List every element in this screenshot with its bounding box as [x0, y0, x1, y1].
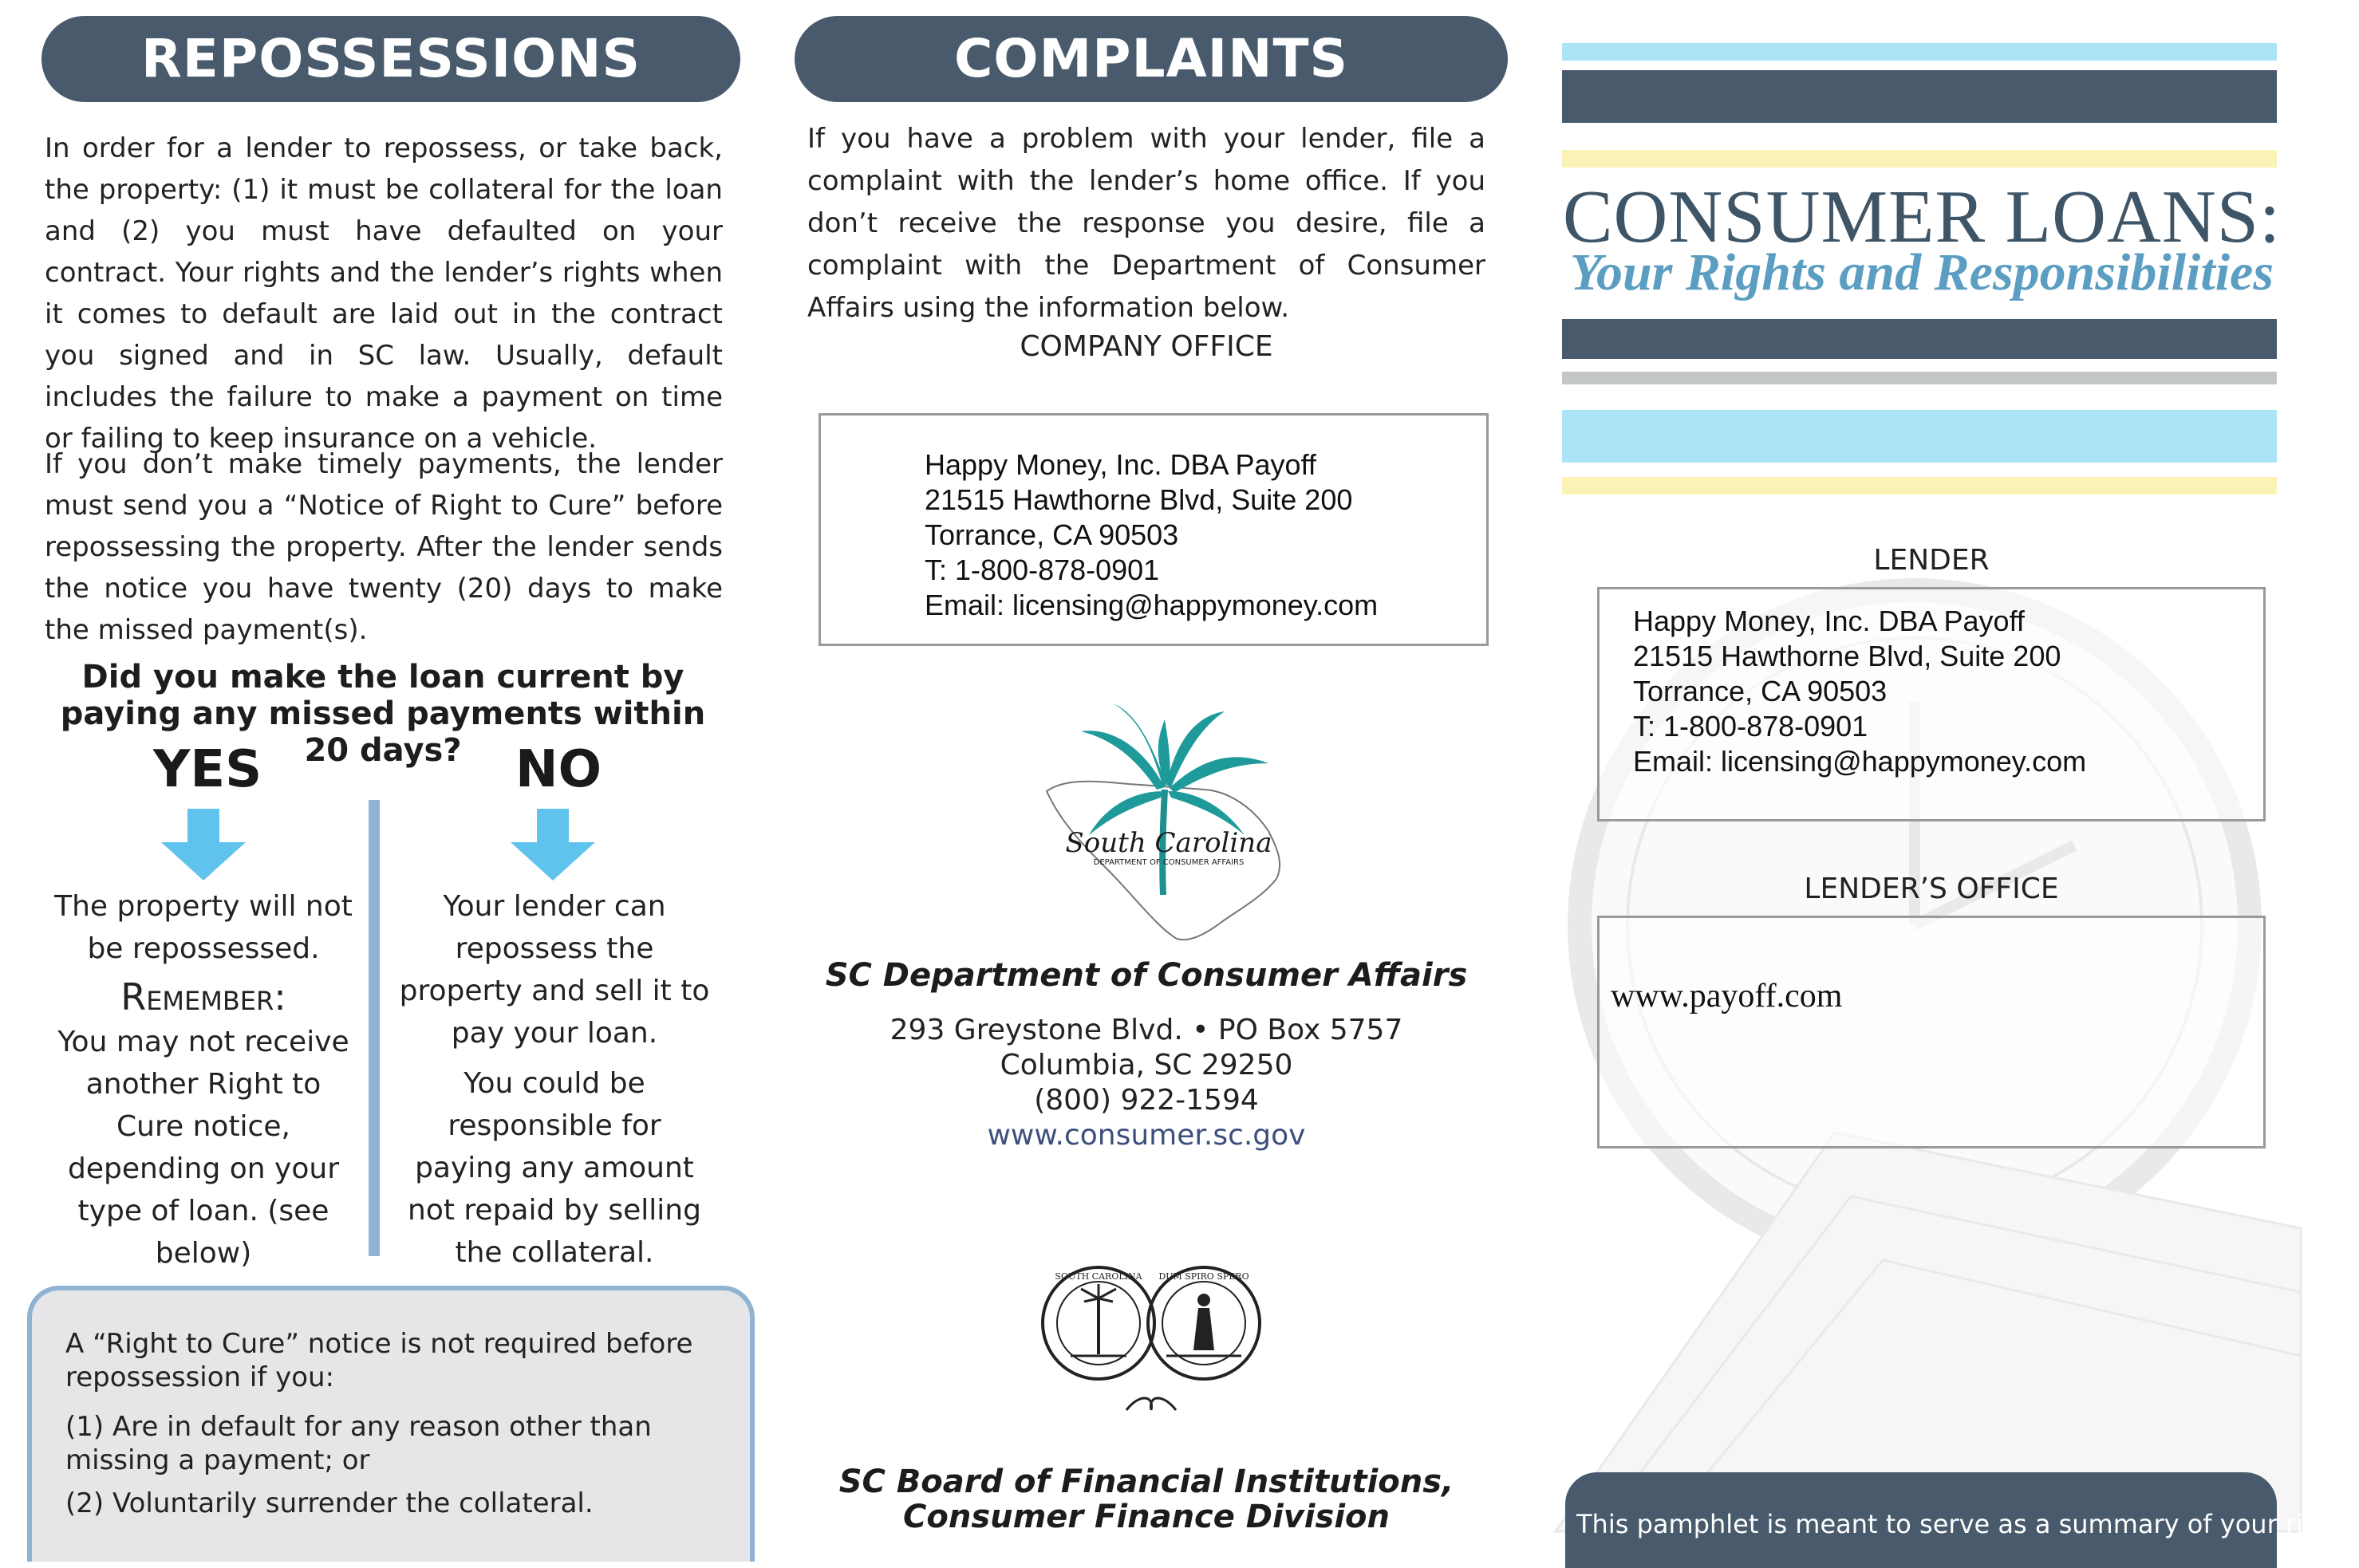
cover-stripe-light-blue-1: [1562, 43, 2277, 61]
cover-stripe-yellow-1: [1562, 150, 2277, 167]
yes-arrow-down-icon: [160, 809, 247, 881]
cover-subtitle: Your Rights and Responsibilities: [1569, 243, 2274, 301]
lenders-office-website-link[interactable]: www.payoff.com: [1611, 978, 1843, 1014]
company-name: Happy Money, Inc. DBA Payoff: [925, 448, 1316, 481]
complaints-paragraph: If you have a problem with your lender, file a complaint with the lender’s home office. If you don’t receive the response you desire, file a complaint with the Department of Consumer Affairs using the information below.: [807, 123, 1485, 324]
sc-state-seal: [1039, 1211, 1264, 1436]
board-name-1: SC Board of Financial Institutions,: [838, 1464, 1454, 1500]
board-name-2: Consumer Finance Division: [903, 1499, 1390, 1535]
yes-no-divider: [369, 800, 380, 1256]
dca-website-link[interactable]: www.consumer.sc.gov: [987, 1119, 1306, 1152]
lender-city: Torrance, CA 90503: [1633, 675, 1888, 707]
dca-name: SC Department of Consumer Affairs: [825, 957, 1468, 994]
no-arrow-down-icon: [509, 809, 597, 881]
lender-name: Happy Money, Inc. DBA Payoff: [1633, 605, 2025, 637]
cover-stripe-light-blue-2: [1562, 410, 2277, 463]
seal-text-left: SOUTH CAROLINA: [1055, 1271, 1142, 1282]
dca-phone: (800) 922-1594: [1034, 1084, 1259, 1117]
repossessions-header: REPOSSESSIONS: [41, 16, 740, 102]
repossessions-paragraph-1: In order for a lender to repossess, or take back, the property: (1) it must be collateral for the loan and (2) you must have defaulted on your contract. Your rights and the lender’s rights when it comes to default are laid out in the contract you signed and in SC law. Usually, default includes the failure to make a payment on time or failing to keep insurance on a vehicle.: [45, 132, 723, 455]
cover-stripe-gray: [1562, 372, 2277, 384]
cure-question: Did you make the loan current by paying any missed payments within 20 days?: [60, 659, 706, 769]
note-item-1: (1) Are in default for any reason other than missing a payment; or: [65, 1411, 652, 1476]
yes-outcome: [48, 885, 359, 1274]
seal-text-right: DUM SPIRO SPERO: [1158, 1271, 1249, 1282]
cover-stripe-yellow-2: [1562, 477, 2277, 494]
complaints-header: COMPLAINTS: [795, 16, 1508, 102]
company-street: 21515 Hawthorne Blvd, Suite 200: [925, 483, 1353, 516]
no-label: NO: [515, 740, 602, 799]
remember-text: You may not receive another Right to Cure notice, depending on your type of loan. (see below): [57, 1026, 349, 1270]
logo-caption-text: DEPARTMENT OF CONSUMER AFFAIRS: [1093, 858, 1245, 867]
lender-street: 21515 Hawthorne Blvd, Suite 200: [1633, 640, 2061, 672]
cover-stripe-navy-2: [1562, 319, 2277, 359]
no-outcome: [399, 885, 710, 1274]
no-outcome-text-1: Your lender can repossess the property and sell it to pay your loan.: [399, 890, 710, 1050]
company-office-label: COMPANY OFFICE: [1020, 330, 1273, 363]
note-item-2: (2) Voluntarily surrender the collateral.: [65, 1487, 594, 1519]
company-email: Email: licensing@happymoney.com: [925, 589, 1379, 621]
cover-stripe-navy-1: [1562, 70, 2277, 123]
lender-email: Email: licensing@happymoney.com: [1633, 745, 2087, 778]
dca-city: Columbia, SC 29250: [1000, 1049, 1293, 1081]
company-phone: T: 1-800-878-0901: [925, 554, 1160, 586]
lenders-office-box: [1597, 916, 2266, 1148]
yes-label: YES: [153, 740, 262, 799]
lenders-office-label: LENDER’S OFFICE: [1804, 873, 2059, 905]
logo-script-text: South Carolina: [1065, 827, 1272, 859]
remember-heading: Remember:: [120, 975, 286, 1018]
dca-address: 293 Greystone Blvd. • PO Box 5757: [890, 1014, 1403, 1046]
yes-outcome-text: The property will not be repossessed.: [54, 890, 353, 965]
repossessions-paragraph-2: If you don’t make timely payments, the lender must send you a “Notice of Right to Cure” before repossessing the property. After the lender sends the notice you have twenty (20) days to make the missed payment(s).: [45, 448, 723, 646]
lender-label: LENDER: [1873, 544, 1990, 577]
sc-consumer-affairs-logo: [1037, 695, 1300, 951]
no-outcome-text-2: You could be responsible for paying any amount not repaid by selling the collateral.: [408, 1067, 701, 1269]
cover-footer-text: This pamphlet is meant to serve as a summary of your rights: [1576, 1509, 2359, 1539]
cover-title: CONSUMER LOANS:: [1562, 175, 2282, 258]
note-intro: A “Right to Cure” notice is not required before repossession if you:: [65, 1328, 693, 1393]
company-city: Torrance, CA 90503: [925, 518, 1179, 551]
lender-phone: T: 1-800-878-0901: [1633, 710, 1868, 743]
lender-box: [1597, 587, 2266, 821]
